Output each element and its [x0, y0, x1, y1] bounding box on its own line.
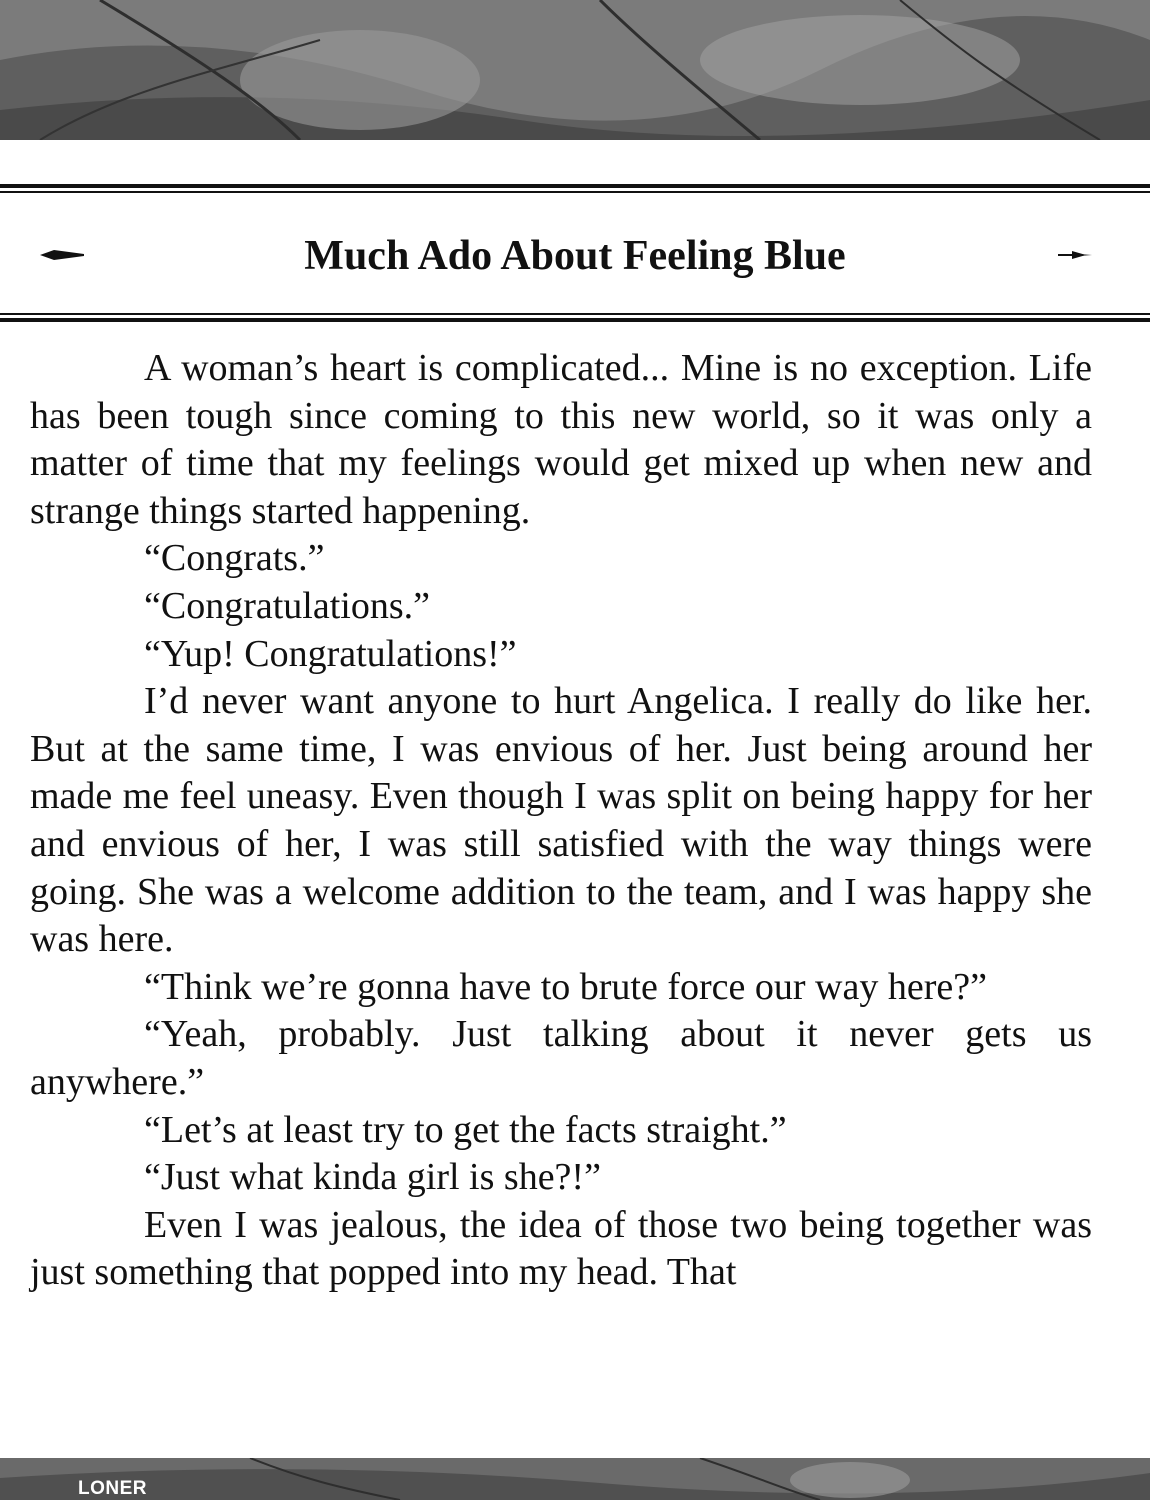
chapter-title: Much Ado About Feeling Blue [304, 233, 846, 279]
bottom-rule [0, 313, 1150, 322]
paragraph: “Congratulations.” [144, 584, 430, 627]
paragraph: “Think we’re gonna have to brute force our way here?” [144, 965, 987, 1008]
chapter-header [0, 206, 1150, 306]
paragraph: I’d never want anyone to hurt Angelica. I really do like her. But at the same time, I was envious of her. Just being around her made me feel uneasy. Even though I was split on being happy for her and envious of her, I was still satisfied with the way things were going. She was a welcome addition to the team, and I was happy she was here. [30, 680, 1092, 961]
footer-series-label: LONER [78, 1478, 147, 1499]
paragraph: “Congrats.” [144, 537, 325, 580]
paragraph: Even I was jealous, the idea of those two being together was just something that popped into my head. That [30, 1203, 1092, 1294]
paragraph: “Yeah, probably. Just talking about it never gets us anywhere.” [30, 1013, 1092, 1103]
top-rule [0, 184, 1150, 193]
chapter-text [30, 345, 1092, 1297]
paragraph: “Yup! Congratulations!” [144, 632, 517, 675]
header-illustration [0, 0, 1150, 140]
right-ornament-icon [1058, 248, 1092, 266]
paragraph: A woman’s heart is complicated... Mine is no exception. Life has been tough since coming to this new world, so it was only a matter of time that my feelings would get mixed up when new and strange things started happening. [30, 347, 1092, 532]
footer-illustration [0, 1458, 1150, 1500]
paragraph: “Let’s at least try to get the facts straight.” [144, 1108, 787, 1151]
paragraph: “Just what kinda girl is she?!” [144, 1156, 601, 1199]
